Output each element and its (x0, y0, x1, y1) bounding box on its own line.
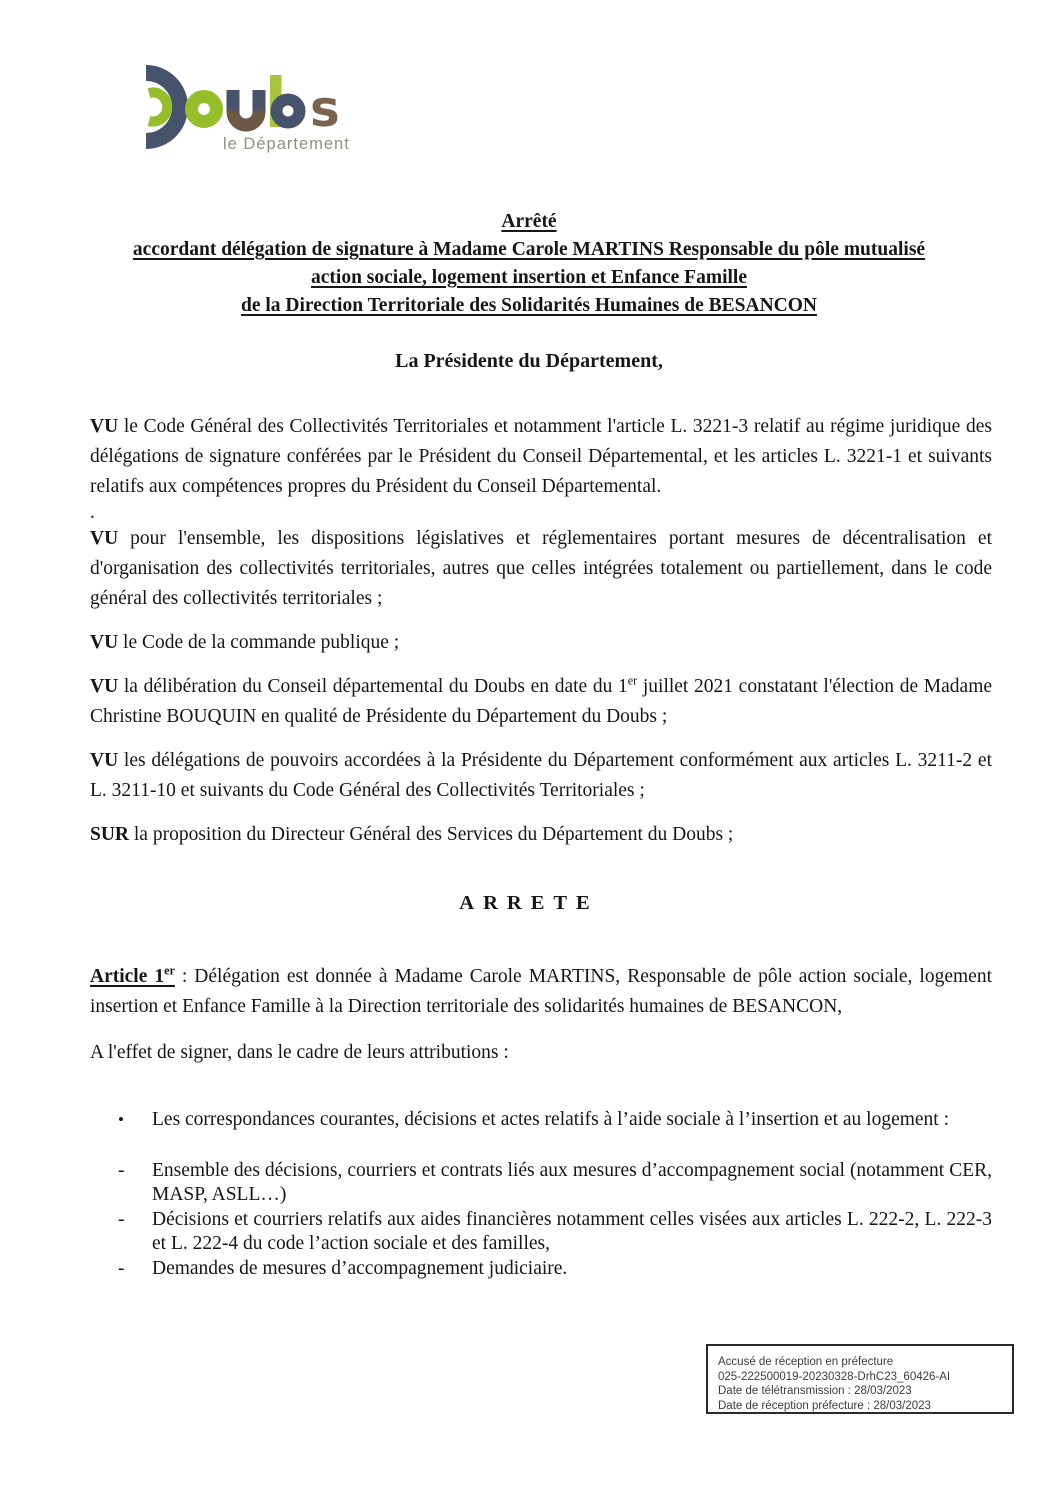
recital-vu-2 (90, 524, 992, 614)
list-item (118, 1159, 992, 1208)
recital-sur (90, 820, 992, 850)
stamp-line-2: 025-222500019-20230328-DrhC23_60426-AI (718, 1370, 951, 1383)
recital-text: la proposition du Directeur Général des Services du Département du Doubs ; (129, 824, 734, 845)
list-item-text: Décisions et courriers relatifs aux aides financières notamment celles visées aux articles L. 222-2, L. 222-3 et L. 222-4 du code l’action sociale et des familles, (152, 1208, 992, 1254)
dash-list (118, 1159, 992, 1282)
recital-text: juillet 2021 constatant l'élection de Madame Christine BOUQUIN en qualité de Présidente du Département du Doubs ; (90, 676, 993, 727)
doubs-logo (126, 62, 356, 158)
recital-keyword: VU (90, 632, 119, 653)
logo-letter-u (233, 90, 259, 125)
recital-keyword: VU (90, 416, 119, 437)
recital-keyword: SUR (90, 824, 130, 845)
logo-inner-green-arc (149, 93, 167, 122)
list-item (118, 1257, 992, 1282)
title-line-4: de la Direction Territoriale des Solidarités Humaines de BESANCON (241, 295, 817, 316)
dash-icon: - (118, 1257, 125, 1279)
bullet-icon: • (118, 1110, 124, 1129)
dash-icon: - (118, 1159, 125, 1181)
arrete-heading: ARRETE (459, 892, 599, 914)
stamp-line-3: Date de télétransmission : 28/03/2023 (718, 1385, 912, 1397)
dash-icon: - (118, 1208, 125, 1230)
article-1-paragraph (90, 962, 992, 1022)
list-item (118, 1108, 992, 1133)
document-title (0, 208, 1058, 320)
ordinal-superscript: er (164, 963, 175, 978)
article-1-label (90, 963, 175, 987)
prefecture-stamp (706, 1344, 1014, 1414)
stray-period: . (90, 502, 95, 523)
doubs-logo-graphic (126, 62, 356, 158)
recital-keyword: VU (90, 676, 119, 697)
recital-text: les délégations de pouvoirs accordées à la Présidente du Département conformément aux articles L. 3211-2 et L. 3211-10 et suivants du Code Général des Collectivités Territoriales ; (90, 750, 992, 801)
list-item-text: Ensemble des décisions, courriers et contrats liés aux mesures d’accompagnement social (notamment CER, MASP, ASLL…) (152, 1159, 992, 1205)
recital-vu-1 (90, 412, 992, 502)
list-item-text: Les correspondances courantes, décisions et actes relatifs à l’aide sociale à l’insertion et au logement : (152, 1109, 950, 1130)
title-line-2: accordant délégation de signature à Madame Carole MARTINS Responsable du pôle mutualisé (132, 239, 926, 260)
list-item (118, 1208, 992, 1257)
recital-text: le Code Général des Collectivités Territoriales et notamment l'article L. 3221-3 relatif au régime juridique des délégations de signature conférées par le Président du Conseil Départemental, et les articles L. 3221-1 et suivants relatifs aux compétences propres du Président du Conseil Départemental. (90, 416, 992, 497)
logo-tagline: le Département (223, 135, 350, 153)
article-1-body: : Délégation est donnée à Madame Carole MARTINS, Responsable de pôle action sociale, logement insertion et Enfance Famille à la Direction territoriale des solidarités humaines de BESANCON, (90, 966, 992, 1017)
article-1-label-text: Article 1 (90, 966, 165, 987)
list-item-text: Demandes de mesures d’accompagnement judiciaire. (152, 1257, 568, 1279)
title-line-1: Arrêté (501, 211, 557, 232)
bullet-list (118, 1108, 992, 1133)
logo-letter-s: s (310, 80, 340, 138)
recital-text: pour l'ensemble, les dispositions législatives et réglementaires portant mesures de décentralisation et d'organisation des collectivités territoriales, autres que celles intégrées totalement ou partiellement, dans le code général des collectivités territoriales ; (90, 528, 992, 609)
salutation: La Présidente du Département, (395, 350, 663, 372)
effet-line: A l'effet de signer, dans le cadre de leurs attributions : (90, 1042, 509, 1063)
logo-letter-o (192, 97, 217, 122)
recital-vu-5 (90, 746, 992, 806)
recital-keyword: VU (90, 528, 119, 549)
recital-vu-3 (90, 628, 992, 658)
recital-text: le Code de la commande publique ; (118, 632, 400, 653)
logo-letter-b-bowl (277, 100, 300, 123)
title-line-3: action sociale, logement insertion et Enfance Famille (311, 267, 747, 288)
recital-vu-4 (90, 672, 992, 732)
recital-keyword: VU (90, 750, 119, 771)
stamp-line-1: Accusé de réception en préfecture (718, 1356, 894, 1368)
recital-text: la délibération du Conseil départemental du Doubs en date du 1 (118, 676, 628, 697)
stamp-line-4: Date de réception préfecture : 28/03/2023 (718, 1399, 931, 1412)
ordinal-superscript: er (627, 673, 638, 688)
